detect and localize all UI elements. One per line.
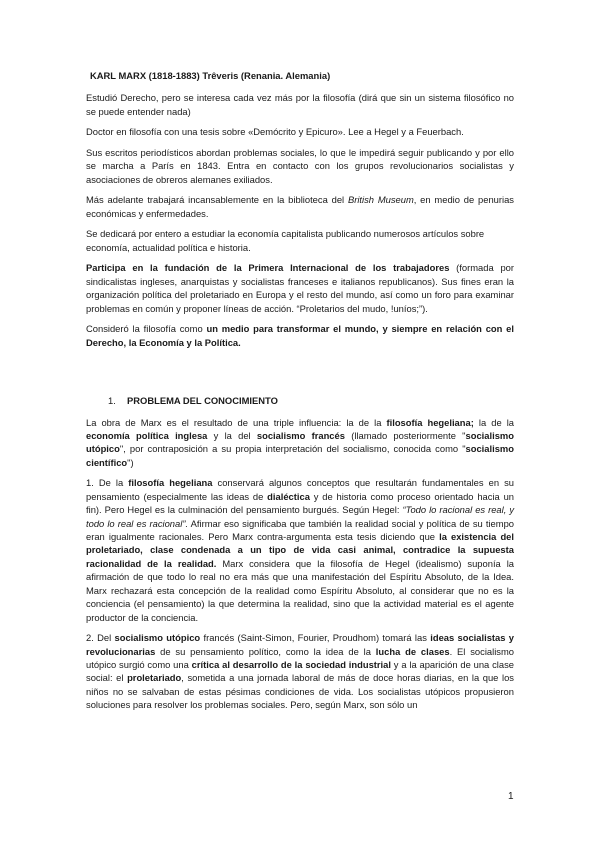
- bio-paragraph-studies: Estudió Derecho, pero se interesa cada vez más por la filosofía (dirá que sin un sistema filosófico no se puede entender nada): [86, 92, 514, 117]
- section-heading: [108, 394, 514, 407]
- section-gap: [86, 356, 514, 394]
- section-title: PROBLEMA DEL CONOCIMIENTO: [127, 395, 278, 407]
- section-paragraph-hegel: 1. De la filosofía hegeliana conservará algunos conceptos que resultarán fundamentales en su pensamiento (especialmente las ideas de dialéctica y de historia como proceso orientado hacia un fin). Pero Hegel es la culminación del pensamiento burgués. Según Hegel: “Todo lo racional es real, y todo lo real es racional”. Afirmar eso significaba que también la realidad social y política de su tiempo eran igualmente racionales. Pero Marx contra-argumenta esta tesis diciendo que la existencia del proletariado, clase condenada a un tipo de vida casi animal, contradice la supuesta racionalidad de la realidad. Marx considera que la filosofía de Hegel (idealismo) suponía la afirmación de que todo lo real no era más que una manifestación del Espíritu Absoluto, de la Idea. Marx rechazará esta concepción de la realidad como Espíritu Absoluto, al considerar que no es la conciencia (el pensamiento) la que determina la realidad, sino que la actividad material es el agente productor de la conciencia.: [86, 477, 515, 623]
- bio-paragraph-international: Participa en la fundación de la Primera Internacional de los trabajadores (formada por sindicalistas ingleses, anarquistas y socialistas franceses e italianos republicanos). Sus fines eran la organización política del proletariado en Europa y el resto del mundo, así como un foro para examinar problemas en común y proponer líneas de acción. “Proletarios del mudo, !uníos;”).: [86, 262, 514, 314]
- bio-heading: KARL MARX (1818-1883) Trêveris (Renania. Alemania): [90, 70, 331, 81]
- bio-paragraph-british-museum: Más adelante trabajará incansablemente en la biblioteca del British Museum, en medio de penurias económicas y enfermedades.: [86, 194, 514, 219]
- bio-paragraph-economy: Se dedicará por entero a estudiar la economía capitalista publicando numerosos artículos sobre economía, actualidad política e historia.: [86, 228, 485, 253]
- bio-paragraph-paris: Sus escritos periodísticos abordan problemas sociales, lo que le impedirá seguir publicando y por ello se marcha a París en 1843. Entra en contacto con los grupos revolucionarios socialistas y asociaciones de obreros alemanes exiliados.: [86, 147, 514, 185]
- section-paragraph-influences: La obra de Marx es el resultado de una triple influencia: la de la filosofía hegeliana; la de la economía política inglesa y la del socialismo francés (llamado posteriormente "socialismo utópico", por contraposición a su propia interpretación del socialismo, conocida como "socialismo científico"): [86, 416, 514, 468]
- bio-paragraph-philosophy: Consideró la filosofía como un medio para transformar el mundo, y siempre en relación con el Derecho, la Economía y la Política.: [86, 323, 515, 348]
- bio-paragraph-doctorate: Doctor en filosofía con una tesis sobre «Demócrito y Epicuro». Lee a Hegel y a Feuerbach.: [86, 126, 464, 138]
- page-number: 1: [508, 791, 514, 802]
- section-paragraph-utopian-socialism: 2. Del socialismo utópico francés (Saint-Simon, Fourier, Proudhom) tomará las ideas socialistas y revolucionarias de su pensamiento político, como la idea de la lucha de clases. El socialismo utópico surgió como una crítica al desarrollo de la sociedad industrial y a la aparición de una clase social: el proletariado, sometida a una jornada laboral de más de doce horas diarias, en la que los niños no se salvaban de estas pésimas condiciones de vida. Los socialistas utópicos propusieron soluciones para resolver los problemas sociales. Pero, según Marx, son sólo un: [86, 632, 514, 711]
- section-number: 1.: [108, 395, 116, 407]
